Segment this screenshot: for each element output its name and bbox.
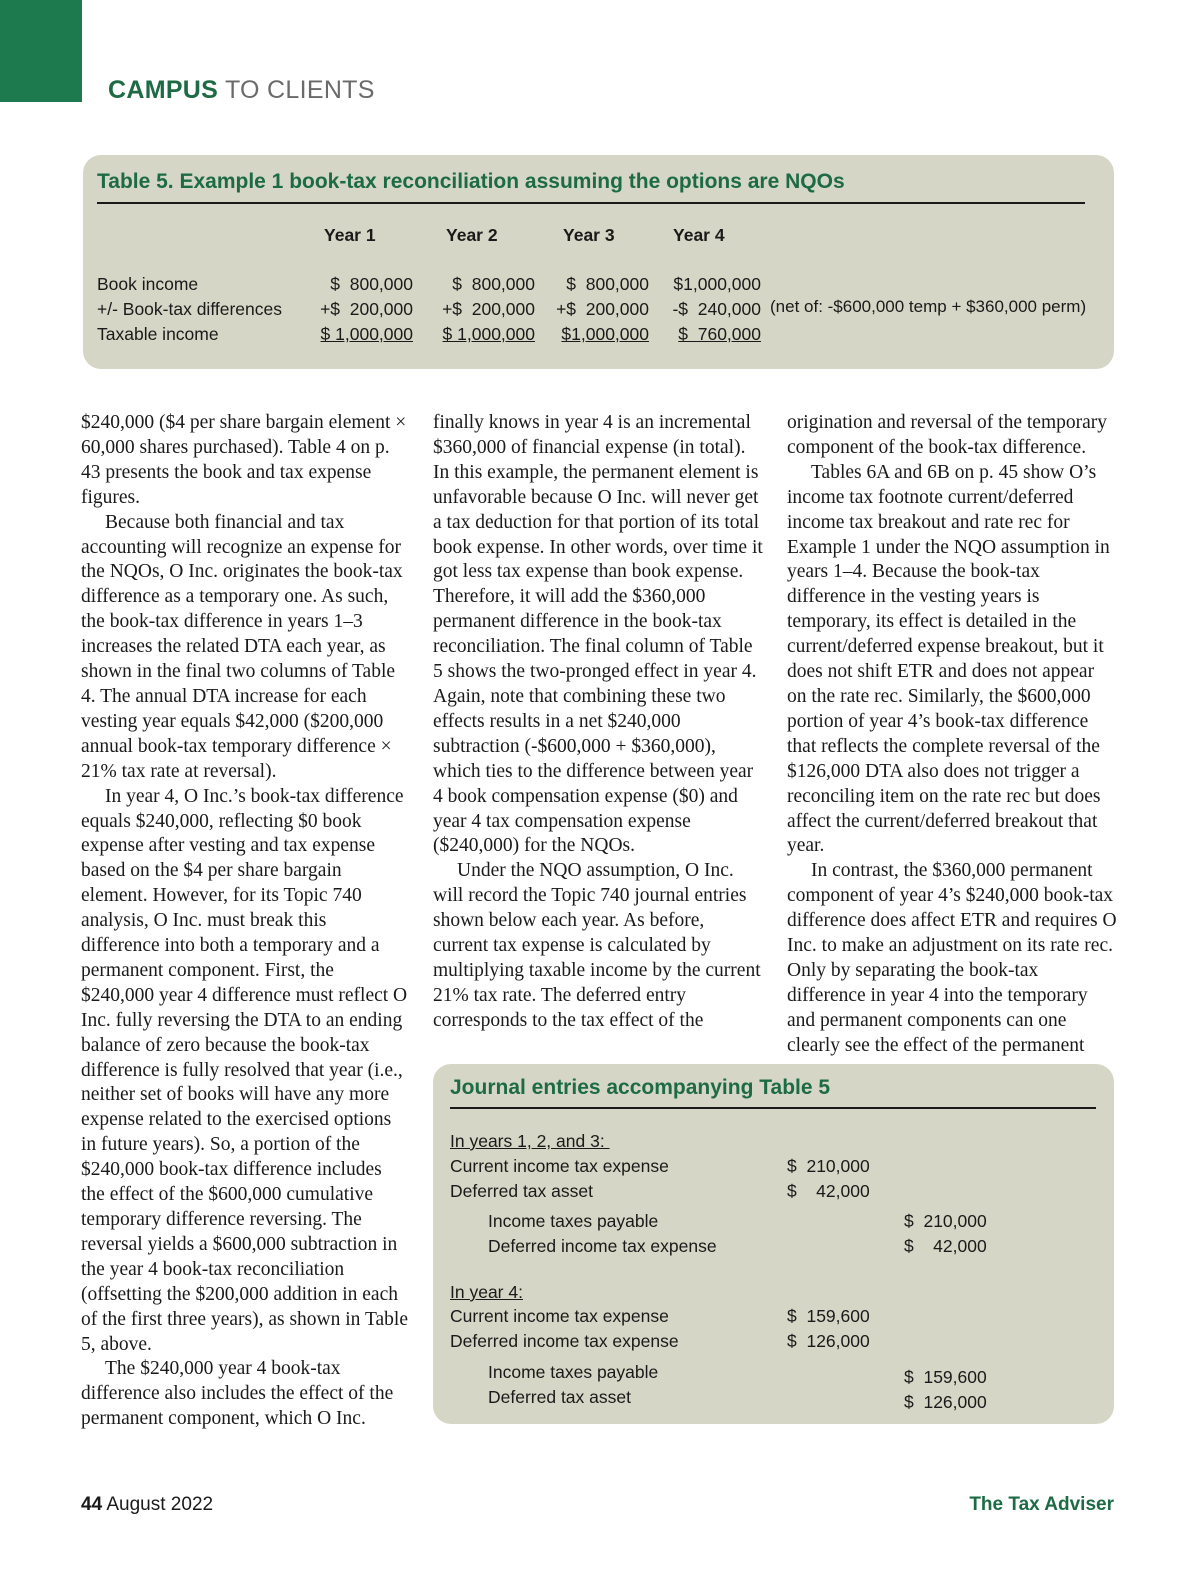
journal-debit-account: Deferred income tax expense: [450, 1331, 679, 1351]
section-header-light: TO CLIENTS: [224, 76, 375, 104]
section-header: [108, 76, 375, 105]
table-5-cell: +$ 200,000: [442, 299, 535, 319]
table-5-year-3-header: Year 3: [563, 225, 615, 245]
journal-debit-amount: $ 126,000: [787, 1331, 870, 1351]
journal-debit-account: Current income tax expense: [450, 1156, 669, 1176]
body-paragraph: In year 4, O Inc.’s book-tax difference equals $240,000, reflecting $0 book expense after vesting and tax expense based on the $4 per share bargain element. However, for its Topic 740 analysis, O Inc. must break this difference into both a temporary and a permanent component. First, the $240,000 year 4 difference must reflect O Inc. fully reversing the DTA to an ending balance of zero because the book-tax difference is fully resolved that year (i.e., neither set of books will have any more expense related to the exercised options in future years). So, a portion of the $240,000 book-tax difference includes the effect of the $600,000 cumulative temporary difference reversing. The reversal yields a $600,000 subtraction in the year 4 book-tax reconciliation (offsetting the $200,000 addition in each of the first three years), as shown in Table 5, above.: [81, 785, 408, 1355]
journal-debit-amount: $ 42,000: [787, 1181, 870, 1201]
journal-group-heading: In years 1, 2, and 3:: [450, 1131, 610, 1151]
publication-name: The Tax Adviser: [969, 1494, 1114, 1515]
table-5-cell: $1,000,000: [673, 274, 761, 294]
journal-credit-amount: $ 126,000: [904, 1392, 987, 1412]
table-5-cell: $ 1,000,000: [442, 324, 535, 344]
journal-debit-amount: $ 159,600: [787, 1306, 870, 1326]
journal-debit-account: Current income tax expense: [450, 1306, 669, 1326]
table-5-year-2-header: Year 2: [446, 225, 498, 245]
section-color-block: [0, 0, 82, 102]
journal-credit-amount: $ 42,000: [904, 1236, 987, 1256]
table-5-row-label: Taxable income: [97, 324, 219, 344]
body-paragraph: The $240,000 year 4 book-tax difference also includes the effect of the permanent component, which O Inc.: [81, 1358, 394, 1430]
body-paragraph: Under the NQO assumption, O Inc. will record the Topic 740 journal entries shown below each year. As before, current tax expense is calculated by multiplying taxable income by the current 21% tax rate. The deferred entry corresponds to the tax effect of the: [433, 860, 761, 1031]
journal-credit-account: Deferred tax asset: [488, 1387, 631, 1407]
journal-debit-account: Deferred tax asset: [450, 1181, 593, 1201]
body-column-2: [433, 411, 763, 1034]
table-5-cell: $ 800,000: [566, 274, 649, 294]
table-5-cell: $ 800,000: [330, 274, 413, 294]
body-paragraph: In contrast, the $360,000 permanent component of year 4’s $240,000 book-tax difference does affect ETR and requires O Inc. to make an adjustment on its rate rec. Only by separating the book-tax difference in year 4 into the temporary and permanent components can one clearly see the effect of the permanent: [787, 860, 1117, 1056]
page-number: 44: [81, 1494, 103, 1515]
table-5-row-label: Book income: [97, 274, 199, 294]
table-5-cell: $ 1,000,000: [320, 324, 413, 344]
journal-credit-account: Income taxes payable: [488, 1211, 659, 1231]
journal-entries-title: Journal entries accompanying Table 5: [450, 1076, 831, 1099]
journal-credit-amount: $ 159,600: [904, 1367, 987, 1387]
body-paragraph: Tables 6A and 6B on p. 45 show O’s income tax footnote current/deferred income tax breakout and rate rec for Example 1 under the NQO assumption in years 1–4. Because the book-tax difference in the vesting years is temporary, its effect is detailed in the current/deferred expense breakout, but it does not shift ETR and does not appear on the rate rec. Similarly, the $600,000 portion of year 4’s book-tax difference that reflects the complete reversal of the $126,000 DTA also does not trigger a reconciling item on the rate rec but does affect the current/deferred breakout that year.: [787, 461, 1110, 857]
table-5-year-4-header: Year 4: [673, 225, 725, 245]
table-5-row-label: +/- Book-tax differences: [97, 299, 282, 319]
body-column-3: [787, 411, 1117, 1059]
journal-credit-account: Income taxes payable: [488, 1362, 659, 1382]
table-5-cell: $ 800,000: [452, 274, 535, 294]
body-column-1: [81, 411, 409, 1432]
table-5-year-1-header: Year 1: [324, 225, 376, 245]
table-5-note: (net of: -$600,000 temp + $360,000 perm): [770, 297, 1087, 316]
issue-date: August 2022: [106, 1494, 214, 1515]
body-paragraph: $240,000 ($4 per share bargain element × 60,000 shares purchased). Table 4 on p. 43 presents the book and tax expense figures.: [81, 412, 407, 508]
body-paragraph: origination and reversal of the temporary component of the book-tax difference.: [787, 412, 1108, 458]
table-5-title: Table 5. Example 1 book-tax reconciliation assuming the options are NQOs: [97, 170, 845, 193]
journal-debit-amount: $ 210,000: [787, 1156, 870, 1176]
table-5-cell: +$ 200,000: [320, 299, 413, 319]
journal-credit-amount: $ 210,000: [904, 1211, 987, 1231]
footer-page-info: [81, 1494, 213, 1516]
journal-credit-account: Deferred income tax expense: [488, 1236, 717, 1256]
table-5-cell: +$ 200,000: [556, 299, 649, 319]
body-paragraph: finally knows in year 4 is an incremental $360,000 of financial expense (in total). In this example, the permanent element is unfavorable because O Inc. will never get a tax deduction for that portion of its total book expense. In other words, over time it got less tax expense than book expense. Therefore, it will add the $360,000 permanent difference in the book-tax reconciliation. The final column of Table 5 shows the two-pronged effect in year 4. Again, note that combining these two effects results in a net $240,000 subtraction (-$600,000 + $360,000), which ties to the difference between year 4 book compensation expense ($0) and year 4 tax compensation expense ($240,000) for the NQOs.: [433, 412, 763, 857]
section-header-strong: CAMPUS: [108, 76, 219, 104]
table-5-cell: $ 760,000: [678, 324, 761, 344]
table-5-cell: $1,000,000: [561, 324, 649, 344]
table-5-rule: [97, 202, 1085, 204]
body-paragraph: Because both financial and tax accounting will recognize an expense for the NQOs, O Inc. originates the book-tax difference as a temporary one. As such, the book-tax difference in years 1–3 increases the related DTA each year, as shown in the final two columns of Table 4. The annual DTA increase for each vesting year equals $42,000 ($200,000 annual book-tax temporary difference × 21% tax rate at reversal).: [81, 511, 403, 782]
journal-entries-rule: [450, 1107, 1096, 1109]
journal-group-heading: In year 4:: [450, 1282, 523, 1302]
table-5-cell: -$ 240,000: [672, 299, 761, 319]
